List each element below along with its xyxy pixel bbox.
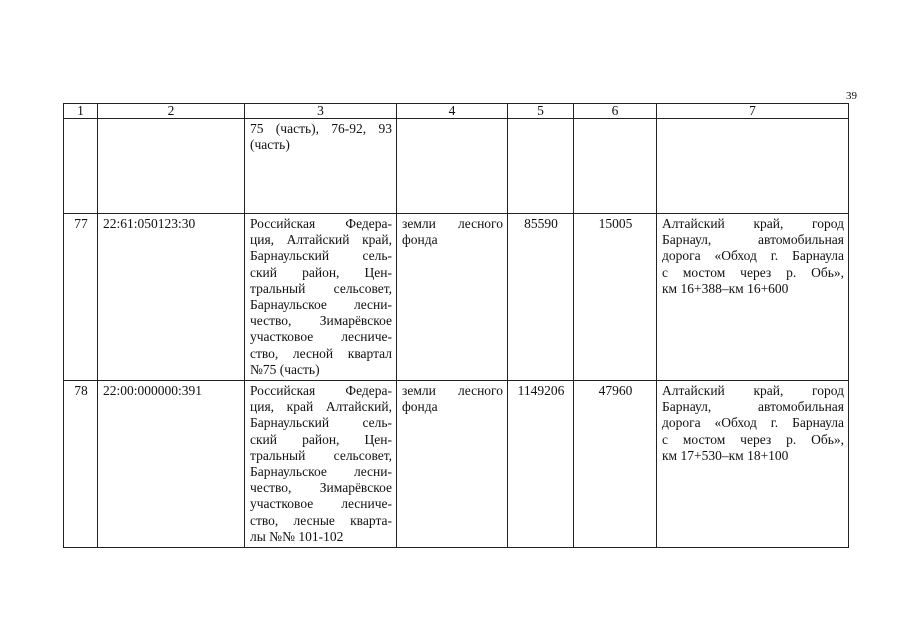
address-line: лы №№ 101-102 — [250, 528, 344, 544]
object-line: Барнаул, автомобильная — [662, 399, 844, 415]
address-cell — [245, 214, 397, 381]
category-line: фонда — [402, 399, 438, 415]
row-number: 78 — [64, 381, 98, 548]
object-line: Барнаул, автомобильная — [662, 232, 844, 248]
object-line: дорога «Обход г. Барнаула — [662, 248, 844, 264]
address-line: участковое лесниче- — [250, 496, 392, 512]
land-plots-table — [63, 103, 849, 548]
area2-value: 15005 — [574, 214, 657, 381]
address-line: 75 (часть), 76-92, 93 — [250, 121, 392, 136]
category-line: земли лесного — [402, 216, 503, 231]
area2-value: 47960 — [574, 381, 657, 548]
object-line: с мостом через р. Обь», — [662, 431, 844, 447]
category-line: земли лесного — [402, 383, 503, 399]
category-line: фонда — [402, 232, 438, 248]
address-line: (часть) — [250, 137, 290, 153]
header-row — [64, 104, 849, 119]
address-line: ция, Алтайский край, — [250, 232, 392, 248]
land-category-cell — [397, 214, 508, 381]
address-line: Российская Федера- — [250, 383, 392, 399]
table-row — [64, 381, 849, 548]
area-value: 1149206 — [508, 381, 574, 548]
address-line: ский район, Цен- — [250, 264, 392, 280]
address-line: участковое лесниче- — [250, 329, 392, 345]
address-line: ство, лесной квартал — [250, 345, 392, 361]
address-line: тральный сельсовет, — [250, 447, 392, 463]
address-cell — [245, 119, 397, 214]
column-header: 6 — [574, 104, 657, 119]
object-cell — [657, 381, 849, 548]
address-line: чество, Зимарёвское — [250, 313, 392, 329]
area-value: 85590 — [508, 214, 574, 381]
column-header: 5 — [508, 104, 574, 119]
address-line: №75 (часть) — [250, 361, 320, 377]
address-cell — [245, 381, 397, 548]
object-cell — [657, 214, 849, 381]
column-header: 4 — [397, 104, 508, 119]
cadastral-number: 22:00:000000:391 — [98, 381, 245, 548]
address-line: Барнаульский сель- — [250, 248, 392, 264]
land-category-cell — [397, 381, 508, 548]
object-line: Алтайский край, город — [662, 216, 844, 231]
address-line: чество, Зимарёвское — [250, 480, 392, 496]
table-row-continuation — [64, 119, 849, 214]
address-line: ция, край Алтайский, — [250, 399, 392, 415]
column-header: 1 — [64, 104, 98, 119]
object-line: Алтайский край, город — [662, 383, 844, 399]
column-header: 7 — [657, 104, 849, 119]
column-header: 2 — [98, 104, 245, 119]
object-line: с мостом через р. Обь», — [662, 264, 844, 280]
object-line: км 17+530–км 18+100 — [662, 447, 789, 463]
address-line: Российская Федера- — [250, 216, 392, 231]
address-line: Барнаульское лесни- — [250, 464, 392, 480]
table-row — [64, 214, 849, 381]
page-number: 39 — [846, 90, 857, 102]
address-line: Барнаульский сель- — [250, 415, 392, 431]
address-line: ство, лесные кварта- — [250, 512, 392, 528]
object-line: км 16+388–км 16+600 — [662, 280, 789, 296]
address-line: тральный сельсовет, — [250, 280, 392, 296]
object-line: дорога «Обход г. Барнаула — [662, 415, 844, 431]
cadastral-number: 22:61:050123:30 — [98, 214, 245, 381]
row-number: 77 — [64, 214, 98, 381]
column-header: 3 — [245, 104, 397, 119]
address-line: Барнаульское лесни- — [250, 297, 392, 313]
address-line: ский район, Цен- — [250, 431, 392, 447]
